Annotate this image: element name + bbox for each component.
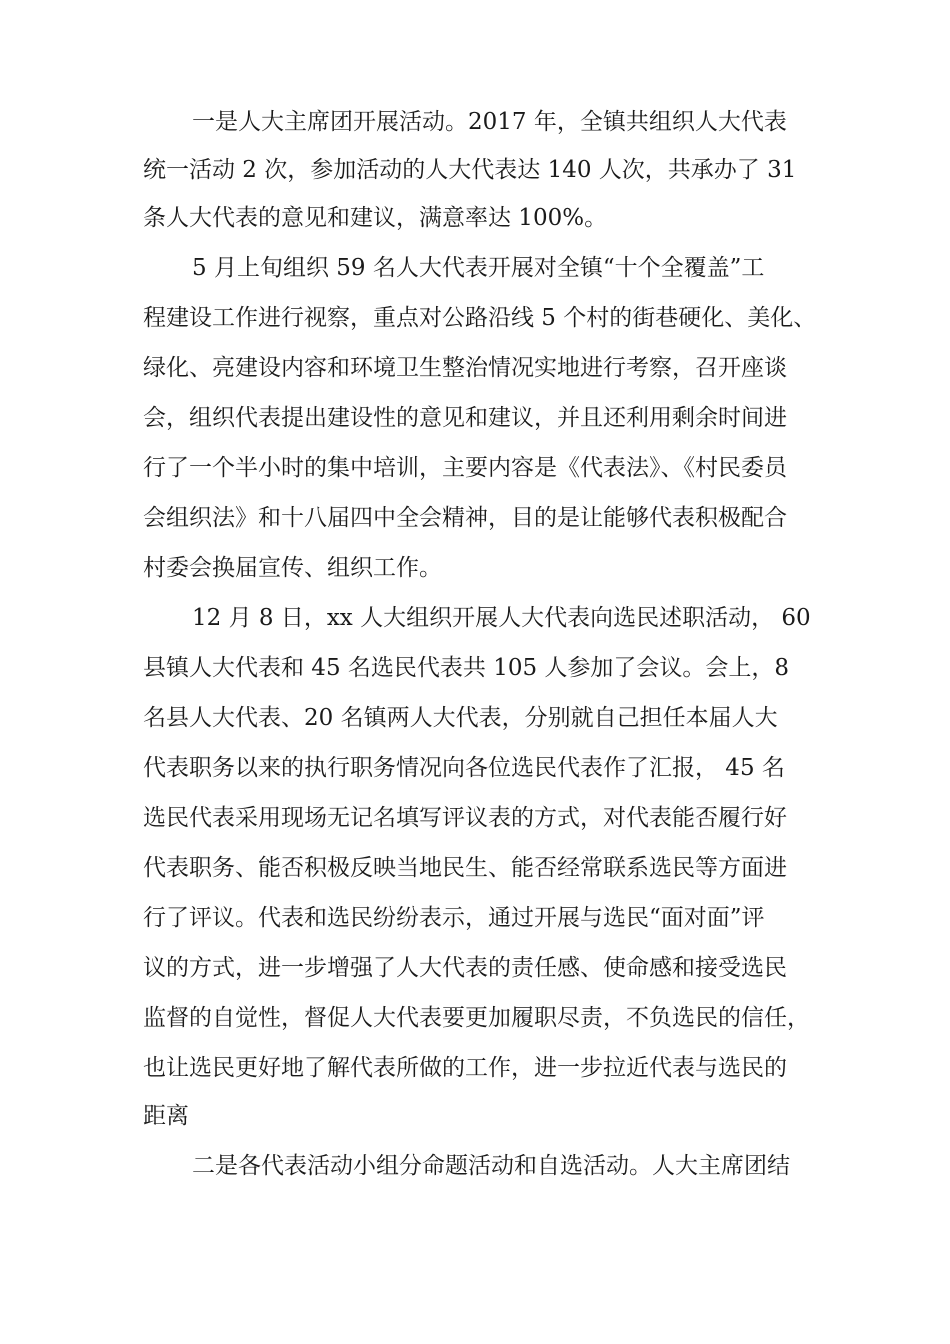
paragraph-2-line-4: 会，组织代表提出建设性的意见和建议，并且还利用剩余时间进 — [143, 405, 787, 431]
paragraph-3-line-10: 也让选民更好地了解代表所做的工作，进一步拉近代表与选民的 — [143, 1055, 787, 1081]
paragraph-2-line-2: 程建设工作进行视察，重点对公路沿线 5 个村的街巷硬化、美化、 — [143, 305, 817, 331]
paragraph-3-line-2: 县镇人大代表和 45 名选民代表共 105 人参加了会议。会上，8 — [143, 655, 790, 681]
paragraph-3-line-6: 代表职务、能否积极反映当地民生、能否经常联系选民等方面进 — [143, 855, 787, 881]
paragraph-1-line-1: 一是人大主席团开展活动。2017 年，全镇共组织人大代表 — [192, 109, 787, 135]
paragraph-3-line-5: 选民代表采用现场无记名填写评议表的方式，对代表能否履行好 — [143, 805, 787, 831]
paragraph-3-line-9: 监督的自觉性，督促人大代表要更加履职尽责，不负选民的信任， — [143, 1005, 810, 1031]
paragraph-1-line-3: 条人大代表的意见和建议，满意率达 100%。 — [143, 205, 608, 231]
paragraph-4-line-1: 二是各代表活动小组分命题活动和自选活动。人大主席团结 — [192, 1153, 790, 1179]
paragraph-3-line-1: 12 月 8 日，xx 人大组织开展人大代表向选民述职活动， 60 — [192, 605, 811, 631]
paragraph-2-line-3: 绿化、亮建设内容和环境卫生整治情况实地进行考察，召开座谈 — [143, 355, 787, 381]
paragraph-2-line-1: 5 月上旬组织 59 名人大代表开展对全镇“十个全覆盖”工 — [192, 255, 765, 281]
paragraph-1-line-2: 统一活动 2 次，参加活动的人大代表达 140 人次，共承办了 31 — [143, 157, 797, 183]
paragraph-2-line-6: 会组织法》和十八届四中全会精神，目的是让能够代表积极配合 — [143, 505, 787, 531]
paragraph-2-line-5: 行了一个半小时的集中培训，主要内容是《代表法》、《村民委员 — [143, 455, 787, 481]
paragraph-3-line-7: 行了评议。代表和选民纷纷表示，通过开展与选民“面对面”评 — [143, 905, 765, 931]
paragraph-3-line-11: 距离 — [143, 1103, 189, 1129]
paragraph-3-line-3: 名县人大代表、20 名镇两人大代表，分别就自己担任本届人大 — [143, 705, 778, 731]
paragraph-3-line-4: 代表职务以来的执行职务情况向各位选民代表作了汇报， 45 名 — [143, 755, 785, 781]
paragraph-2-line-7: 村委会换届宣传、组织工作。 — [143, 555, 442, 581]
paragraph-3-line-8: 议的方式，进一步增强了人大代表的责任感、使命感和接受选民 — [143, 955, 787, 981]
